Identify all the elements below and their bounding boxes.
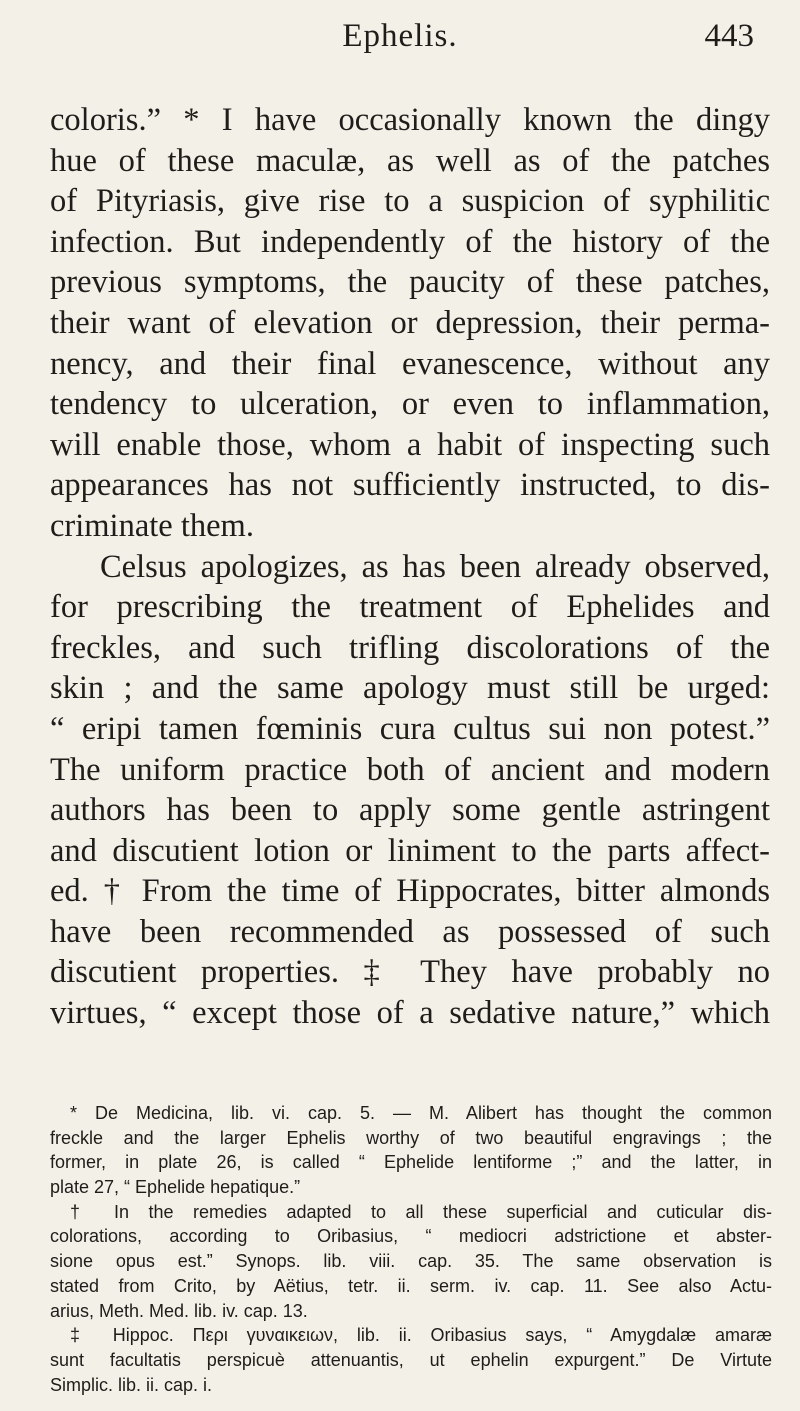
body-line: skin ; and the same apology must still be urged: xyxy=(50,670,770,707)
body-line: of Pityriasis, give rise to a suspicion of syphilitic xyxy=(50,183,770,220)
body-line: discutient properties. ‡ They have probably no xyxy=(50,954,770,991)
body-line: tendency to ulceration, or even to inflammation, xyxy=(50,386,770,423)
footnote-line: Simplic. lib. ii. cap. i. xyxy=(50,1374,213,1395)
body-line: freckles, and such trifling discolorations of the xyxy=(50,629,770,666)
body-line: virtues, “ except those of a sedative nature,” which xyxy=(50,995,770,1032)
body-line: infection. But independently of the history of the xyxy=(50,223,770,260)
footnote-line: former, in plate 26, is called “ Ephelide lentiforme ;” and the latter, in xyxy=(50,1152,772,1173)
footnotes xyxy=(50,1101,772,1397)
footnote-line: colorations, according to Oribasius, “ mediocri adstrictione et abster- xyxy=(50,1226,772,1247)
body-line: will enable those, whom a habit of inspecting such xyxy=(50,426,770,463)
body-line: ed. † From the time of Hippocrates, bitter almonds xyxy=(50,873,770,910)
footnote-line: freckle and the larger Ephelis worthy of two beautiful engravings ; the xyxy=(50,1127,772,1148)
footnote-line: * De Medicina, lib. vi. cap. 5. — M. Alibert has thought the common xyxy=(70,1103,772,1123)
body-line: have been recommended as possessed of such xyxy=(50,913,770,950)
running-head-title: Ephelis. xyxy=(342,18,458,54)
body-line: and discutient lotion or liniment to the parts affect- xyxy=(50,832,770,869)
body-line: criminate them. xyxy=(50,507,254,544)
body-line: authors has been to apply some gentle astringent xyxy=(50,792,770,829)
body-line: “ eripi tamen fœminis cura cultus sui non potest.” xyxy=(50,710,770,747)
page-number: 443 xyxy=(704,18,754,54)
body-line: hue of these maculæ, as well as of the patches xyxy=(50,142,770,179)
footnote-line: ‡ Hippoc. Περι γυναικειων, lib. ii. Oribasius says, “ Amygdalæ amaræ xyxy=(70,1325,772,1346)
body-line: The uniform practice both of ancient and modern xyxy=(50,751,770,788)
footnote-line: plate 27, “ Ephelide hepatique.” xyxy=(50,1177,301,1198)
running-head xyxy=(0,18,800,68)
body-line: Celsus apologizes, as has been already observed, xyxy=(100,548,770,585)
body-line: previous symptoms, the paucity of these patches, xyxy=(50,264,770,301)
body-line: for prescribing the treatment of Ephelides and xyxy=(50,589,770,626)
footnote-line: sunt facultatis perspicuè attenuantis, ut ephelin expurgent.” De Virtute xyxy=(50,1349,772,1370)
footnote-line: † In the remedies adapted to all these superficial and cuticular dis- xyxy=(70,1201,772,1222)
body-line: coloris.” * I have occasionally known the dingy xyxy=(50,102,770,138)
body-line: their want of elevation or depression, their perma- xyxy=(50,304,770,341)
body-line: appearances has not sufficiently instructed, to dis- xyxy=(50,467,770,504)
footnote-line: sione opus est.” Synops. lib. viii. cap. 35. The same observation is xyxy=(50,1251,772,1272)
footnote-line: stated from Crito, by Aëtius, tetr. ii. serm. iv. cap. 11. See also Actu- xyxy=(50,1275,772,1296)
body-line: nency, and their final evanescence, without any xyxy=(50,345,770,382)
body-text xyxy=(50,100,770,1034)
footnote-line: arius, Meth. Med. lib. iv. cap. 13. xyxy=(50,1300,308,1321)
